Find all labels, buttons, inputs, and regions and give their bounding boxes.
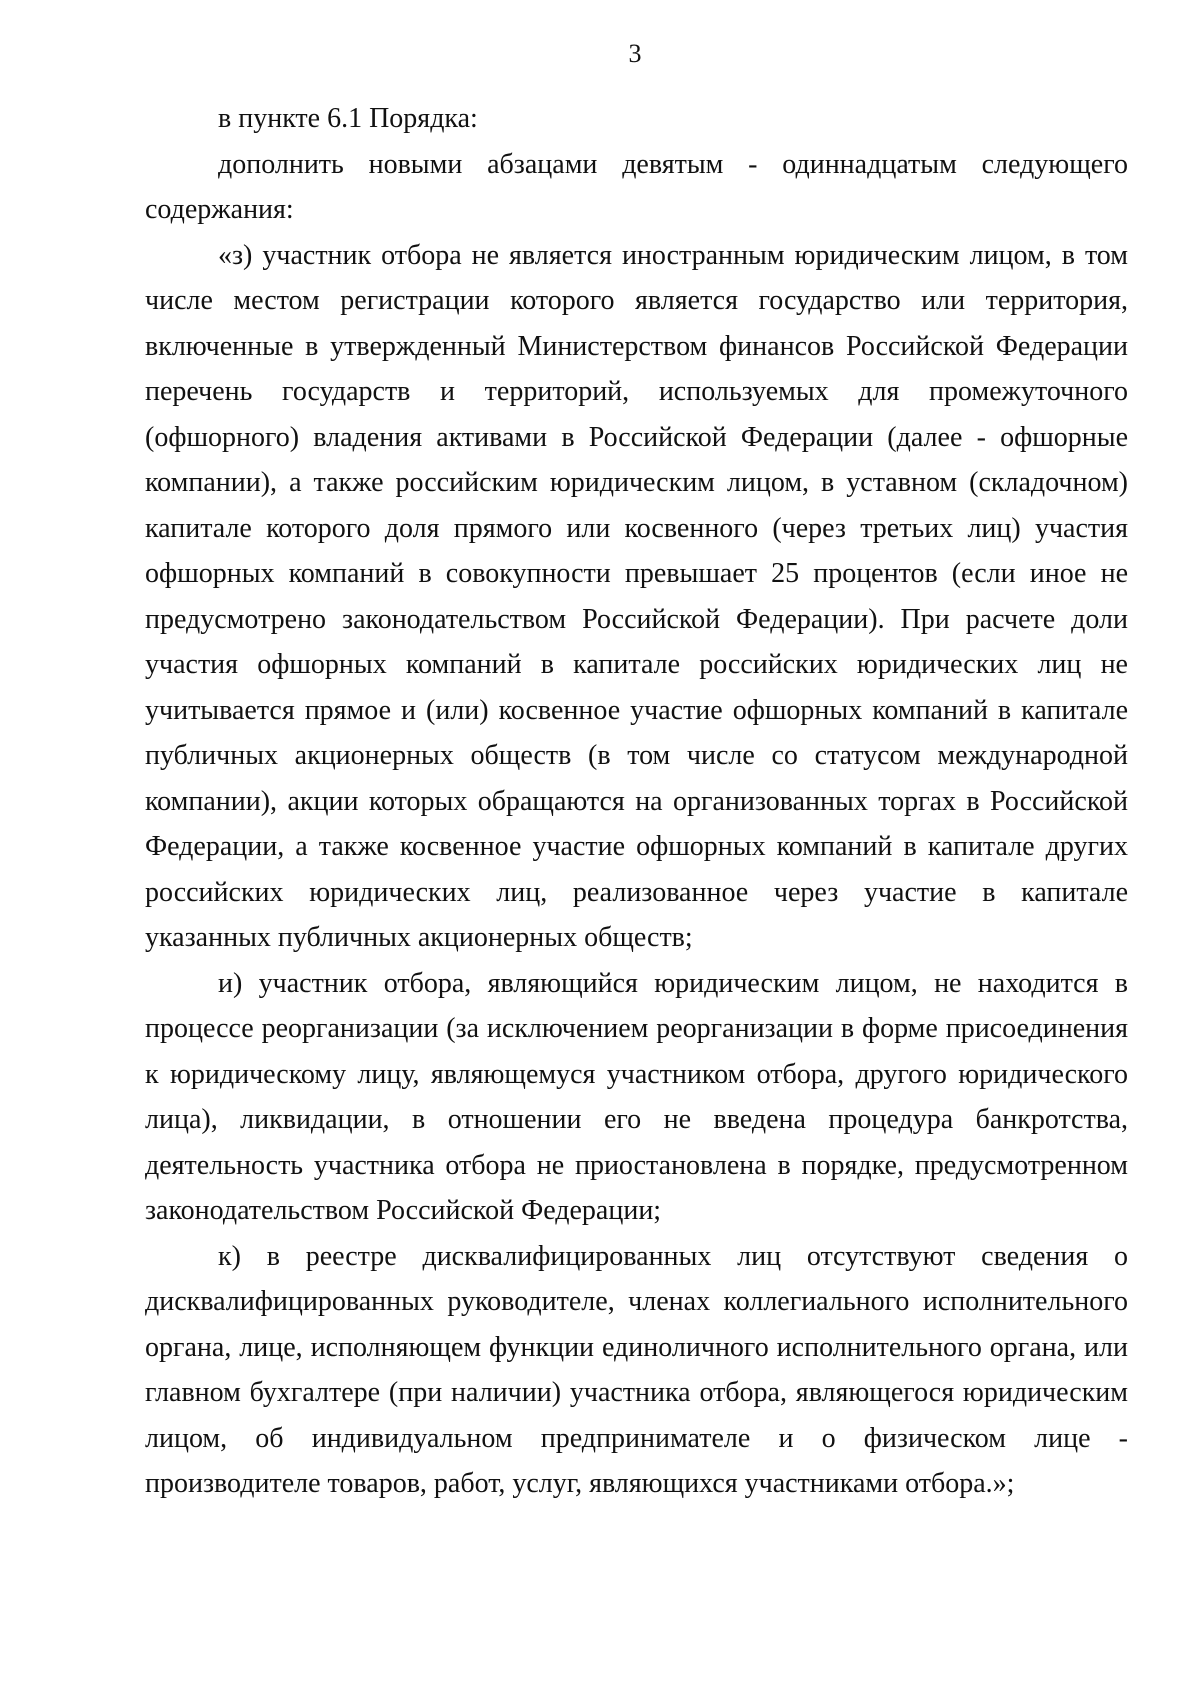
paragraph-item-k: к) в реестре дисквалифицированных лиц отсутствуют сведения о дисквалифицированных руководителе, членах коллегиального исполнительного органа, лице, исполняющем функции единоличного исполнительного органа, или главном бухгалтере (при наличии) участника отбора, являющегося юридическим лицом, об индивидуальном предпринимателе и о физическом лице - производителе товаров, работ, услуг, являющихся участниками отбора.»; — [145, 1240, 1128, 1499]
paragraph-amendment: дополнить новыми абзацами девятым - одиннадцатым следующего содержания: — [145, 148, 1128, 225]
paragraph-intro: в пункте 6.1 Порядка: — [218, 103, 478, 134]
document-body — [145, 96, 1128, 1507]
page-number: 3 — [628, 39, 642, 68]
paragraph-item-z: «з) участник отбора не является иностранным юридическим лицом, в том числе местом регистрации которого является государство или территория, включенные в утвержденный Министерством финансов Российской Федерации перечень государств и территорий, используемых для промежуточного (офшорного) владения активами в Российской Федерации (далее - офшорные компании), а также российским юридическим лицом, в уставном (складочном) капитале которого доля прямого или косвенного (через третьих лиц) участия офшорных компаний в совокупности превышает 25 процентов (если иное не предусмотрено законодательством Российской Федерации). При расчете доли участия офшорных компаний в капитале российских юридических лиц не учитывается прямое и (или) косвенное участие офшорных компаний в капитале публичных акционерных обществ (в том числе со статусом международной компании), акции которых обращаются на организованных торгах в Российской Федерации, а также косвенное участие офшорных компаний в капитале других российских юридических лиц, реализованное через участие в капитале указанных публичных акционерных обществ; — [145, 239, 1128, 953]
paragraph-item-i: и) участник отбора, являющийся юридическим лицом, не находится в процессе реорганизации (за исключением реорганизации в форме присоединения к юридическому лицу, являющемуся участником отбора, другого юридического лица), ликвидации, в отношении его не введена процедура банкротства, деятельность участника отбора не приостановлена в порядке, предусмотренном законодательством Российской Федерации; — [145, 967, 1128, 1226]
